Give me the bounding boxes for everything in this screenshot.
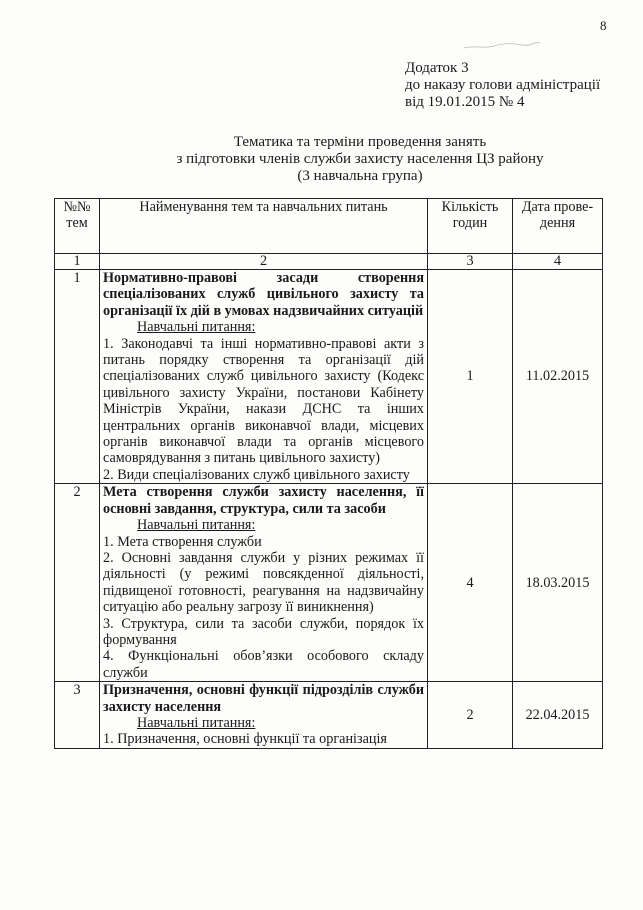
appendix-line: Додаток 3 [405,60,469,76]
header-num: №№ тем [55,199,100,254]
document-title [100,134,620,185]
schedule-table [54,198,603,749]
topic-number: 3 [55,682,100,749]
title-line: Тематика та терміни проведення занять [233,134,487,150]
topic-date: 18.03.2015 [513,484,603,682]
topic-hours: 4 [428,484,513,682]
question-item: 1. Призначення, основні функції та організація [103,731,387,748]
questions-title: Навчальні питання: [137,714,256,731]
topic-content [100,484,428,682]
questions-title: Навчальні питання: [137,319,256,336]
table-row [55,270,603,484]
column-number-row [55,254,603,270]
topic-heading: Призначення, основні функції підрозділів служби захисту населення [103,682,424,715]
question-item: 4. Функціональні обов’язки особового складу служби [103,648,424,681]
title-line: (3 навчальна група) [297,168,423,184]
question-item: 1. Мета створення служби [103,533,262,550]
topic-hours: 1 [428,270,513,484]
topic-date: 22.04.2015 [513,682,603,749]
appendix-line: від 19.01.2015 № 4 [405,94,525,110]
question-item: 2. Основні завдання служби у різних режимах її діяльності (у режимі повсякденної діяльності, підвищеної готовності, реагування на надзвичайну ситуацію або реальну загрозу її виникнення) [103,549,424,616]
questions-title: Навчальні питання: [137,517,256,534]
header-hours: Кількість годин [428,199,513,254]
title-line: з підготовки членів служби захисту населення ЦЗ району [176,151,544,167]
topic-hours: 2 [428,682,513,749]
column-number: 4 [513,254,603,270]
header-row [55,199,603,254]
column-number: 1 [55,254,100,270]
question-item: 1. Законодавчі та інші нормативно-правові акти з питань порядку створення та організації дій спеціалізованих служб цивільного захисту (Кодекс цивільного захисту України, постанови Кабінету Міністрів України, накази ДСНС та інших центральних органів виконавчої влади, місцевих органів виконавчої влади та органів місцевого самоврядування з питань цивільного захисту) [103,335,424,467]
topic-number: 2 [55,484,100,682]
appendix-line: до наказу голови адміністрації [405,77,601,93]
question-item: 2. Види спеціалізованих служб цивільного захисту [103,466,410,483]
table-row [55,682,603,749]
topic-content [100,682,428,749]
header-date: Дата прове-дення [513,199,603,254]
topic-content [100,270,428,484]
table-row [55,484,603,682]
topic-heading: Мета створення служби захисту населення, її основні завдання, структура, сили та засоби [103,484,424,517]
page-number: 8 [600,18,607,33]
signature-mark [462,36,542,52]
header-name: Найменування тем та навчальних питань [100,199,428,254]
question-item: 3. Структура, сили та засоби служби, порядок їх формування [103,615,424,648]
column-number: 2 [100,254,428,270]
topic-date: 11.02.2015 [513,270,603,484]
topic-number: 1 [55,270,100,484]
column-number: 3 [428,254,513,270]
topic-heading: Нормативно-правові засади створення спеціалізованих служб цивільного захисту та організації їх дій в умовах надзвичайних ситуацій [103,270,424,319]
appendix-block [405,60,600,111]
